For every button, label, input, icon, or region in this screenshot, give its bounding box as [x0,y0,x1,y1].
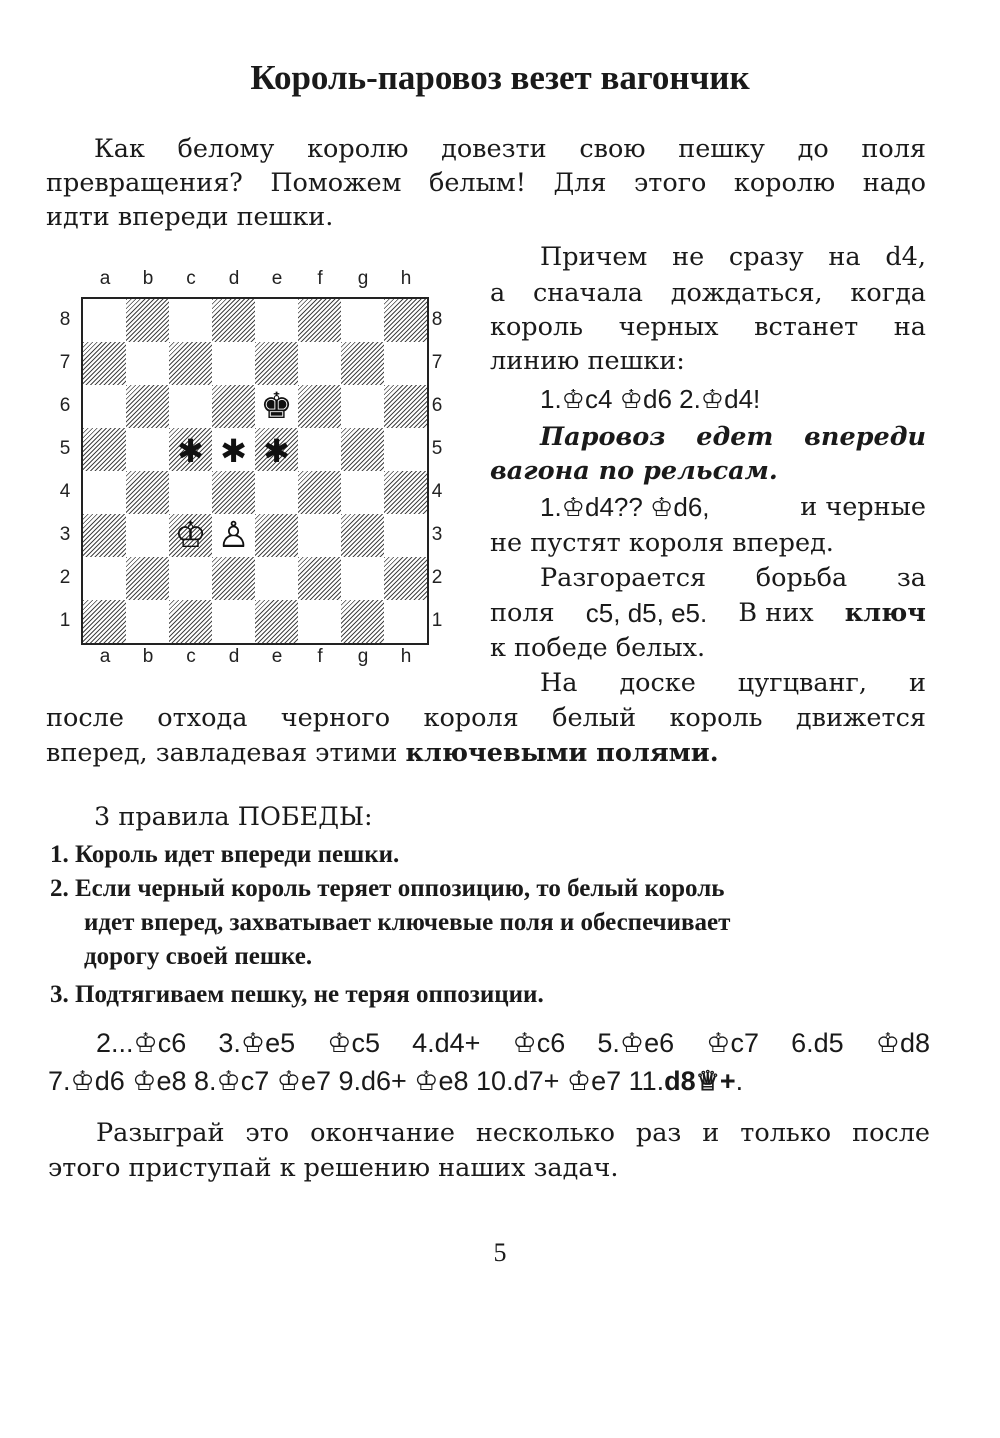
rank-label-4-right: 4 [431,480,443,502]
square-a6 [83,385,126,428]
rank-label-3-right: 3 [431,523,443,545]
side-line-7-c: В них [738,598,814,628]
file-label-g-bottom: g [357,646,369,667]
rule-3: 3. Подтягиваем пешку, не теряя оппозиции. [50,981,544,1008]
square-g7 [341,342,384,385]
square-h4 [384,471,427,514]
square-h7 [384,342,427,385]
key-square-mark-c5: ✱ [177,432,204,470]
square-h6 [384,385,427,428]
white-king-c3: ♔ [174,515,207,556]
square-f5 [298,428,341,471]
file-label-d-top: d [228,268,240,289]
square-b5 [126,428,169,471]
square-c4 [169,471,212,514]
rule-2-line-3: дорогу своей пешке. [84,943,313,970]
square-c2 [169,557,212,600]
square-e2 [255,557,298,600]
side-line-3: король черных встанет на [490,312,926,342]
rank-label-5-left: 5 [59,437,71,459]
rank-label-1-left: 1 [59,609,71,631]
square-h8 [384,299,427,342]
file-label-b-bottom: b [142,646,154,667]
square-b8 [126,299,169,342]
moves-sequence-line-1: 2...♔c6 3.♔e5 ♔c5 4.d4+ ♔c6 5.♔e6 ♔c7 6.d5 ♔d8 [96,1028,930,1058]
square-e8 [255,299,298,342]
rank-label-8-right: 8 [431,308,443,330]
square-h5 [384,428,427,471]
square-e5 [255,428,298,471]
square-e7 [255,342,298,385]
square-c8 [169,299,212,342]
square-c7 [169,342,212,385]
side-line-9: На доске цугцванг, и [540,668,926,698]
side-line-8: к победе белых. [490,633,706,663]
chessboard-grid [81,297,429,645]
square-f6 [298,385,341,428]
square-c6 [169,385,212,428]
square-d3 [212,514,255,557]
square-h1 [384,600,427,643]
intro-line-2: превращения? Поможем белым! Для этого королю надо [46,168,926,198]
square-f4 [298,471,341,514]
square-g4 [341,471,384,514]
closing-line-1: Разыграй это окончание несколько раз и только после [96,1118,930,1148]
side-line-1: Причем не сразу на d4, [540,242,926,272]
rules-heading: 3 правила ПОБЕДЫ: [94,802,373,832]
square-a2 [83,557,126,600]
square-a1 [83,600,126,643]
square-f2 [298,557,341,600]
file-label-h-bottom: h [400,646,412,667]
file-label-a-bottom: a [99,646,111,667]
square-d4 [212,471,255,514]
file-label-b-top: b [142,268,154,289]
side-line-4: линию пешки: [490,346,685,376]
file-label-e-bottom: e [271,646,283,667]
italic-line-2: вагона по рельсам. [490,456,778,486]
rank-label-7-right: 7 [431,351,443,373]
square-b3 [126,514,169,557]
rule-2-line-1: 2. Если черный король теряет оппозицию, то белый король [50,875,725,902]
square-e4 [255,471,298,514]
square-d5 [212,428,255,471]
file-label-d-bottom: d [228,646,240,667]
chess-diagram [55,268,455,668]
square-a8 [83,299,126,342]
square-b2 [126,557,169,600]
square-e1 [255,600,298,643]
square-f1 [298,600,341,643]
after-line-2: вперед, завладевая этими ключевыми полями. [46,738,719,768]
rank-label-2-left: 2 [59,566,71,588]
square-h2 [384,557,427,600]
square-a7 [83,342,126,385]
rule-1: 1. Король идет впереди пешки. [50,841,400,868]
side-line-7-key: ключ [844,598,926,628]
white-pawn-d3: ♙ [217,515,250,556]
file-label-e-top: e [271,268,283,289]
rank-label-6-right: 6 [431,394,443,416]
key-square-mark-e5: ✱ [263,432,290,470]
square-f7 [298,342,341,385]
square-d7 [212,342,255,385]
rule-2-line-2: идет вперед, захватывает ключевые поля и обеспечивает [84,909,731,936]
rank-label-2-right: 2 [431,566,443,588]
rank-label-5-right: 5 [431,437,443,459]
square-g2 [341,557,384,600]
file-label-c-top: c [186,268,196,289]
rank-label-3-left: 3 [59,523,71,545]
rank-label-8-left: 8 [59,308,71,330]
side-line-7-a: поля [490,598,555,628]
square-h3 [384,514,427,557]
square-g3 [341,514,384,557]
intro-line-3: идти впереди пешки. [46,202,334,232]
square-d2 [212,557,255,600]
rank-label-6-left: 6 [59,394,71,416]
rank-label-4-left: 4 [59,480,71,502]
page-number: 5 [493,1238,507,1267]
square-c5 [169,428,212,471]
square-f8 [298,299,341,342]
moves-line-2-text: и черные [800,492,926,522]
square-b7 [126,342,169,385]
italic-line-1: Паровоз едет впереди [540,422,926,452]
square-g6 [341,385,384,428]
moves-line-2-moves: 1.♔d4?? ♔d6, [540,492,710,522]
square-a4 [83,471,126,514]
square-f3 [298,514,341,557]
square-c3 [169,514,212,557]
square-e3 [255,514,298,557]
key-squares: c5, d5, e5. [585,598,708,628]
square-b1 [126,600,169,643]
square-a3 [83,514,126,557]
moves-sequence-line-2: 7.♔d6 ♔e8 8.♔c7 ♔e7 9.d6+ ♔e8 10.d7+ ♔e7 11.d8♕+. [48,1066,744,1096]
square-g1 [341,600,384,643]
file-label-f-bottom: f [317,646,323,667]
square-a5 [83,428,126,471]
file-label-h-top: h [400,268,412,289]
square-d8 [212,299,255,342]
moves-line-1: 1.♔c4 ♔d6 2.♔d4! [540,384,761,414]
rank-label-1-right: 1 [431,609,443,631]
file-label-a-top: a [99,268,111,289]
side-line-7 [490,596,926,630]
key-square-mark-d5: ✱ [220,432,247,470]
file-label-f-top: f [317,268,323,289]
file-label-g-top: g [357,268,369,289]
square-d1 [212,600,255,643]
file-label-c-bottom: c [186,646,196,667]
square-e6 [255,385,298,428]
after-line-1: после отхода черного короля белый король движется [46,703,926,733]
square-b4 [126,471,169,514]
closing-line-2: этого приступай к решению наших задач. [48,1153,619,1183]
square-d6 [212,385,255,428]
page-title: Король-паровоз везет вагончик [250,58,750,97]
intro-line-1: Как белому королю довезти свою пешку до поля [94,134,926,164]
side-line-6: Разгорается борьба за [540,563,926,593]
square-g5 [341,428,384,471]
side-line-5: не пустят короля вперед. [490,528,834,558]
square-b6 [126,385,169,428]
side-line-2: а сначала дождаться, когда [490,278,926,308]
black-king-e6: ♚ [260,386,293,427]
square-c1 [169,600,212,643]
square-g8 [341,299,384,342]
rank-label-7-left: 7 [59,351,71,373]
moves-line-2 [540,490,926,524]
